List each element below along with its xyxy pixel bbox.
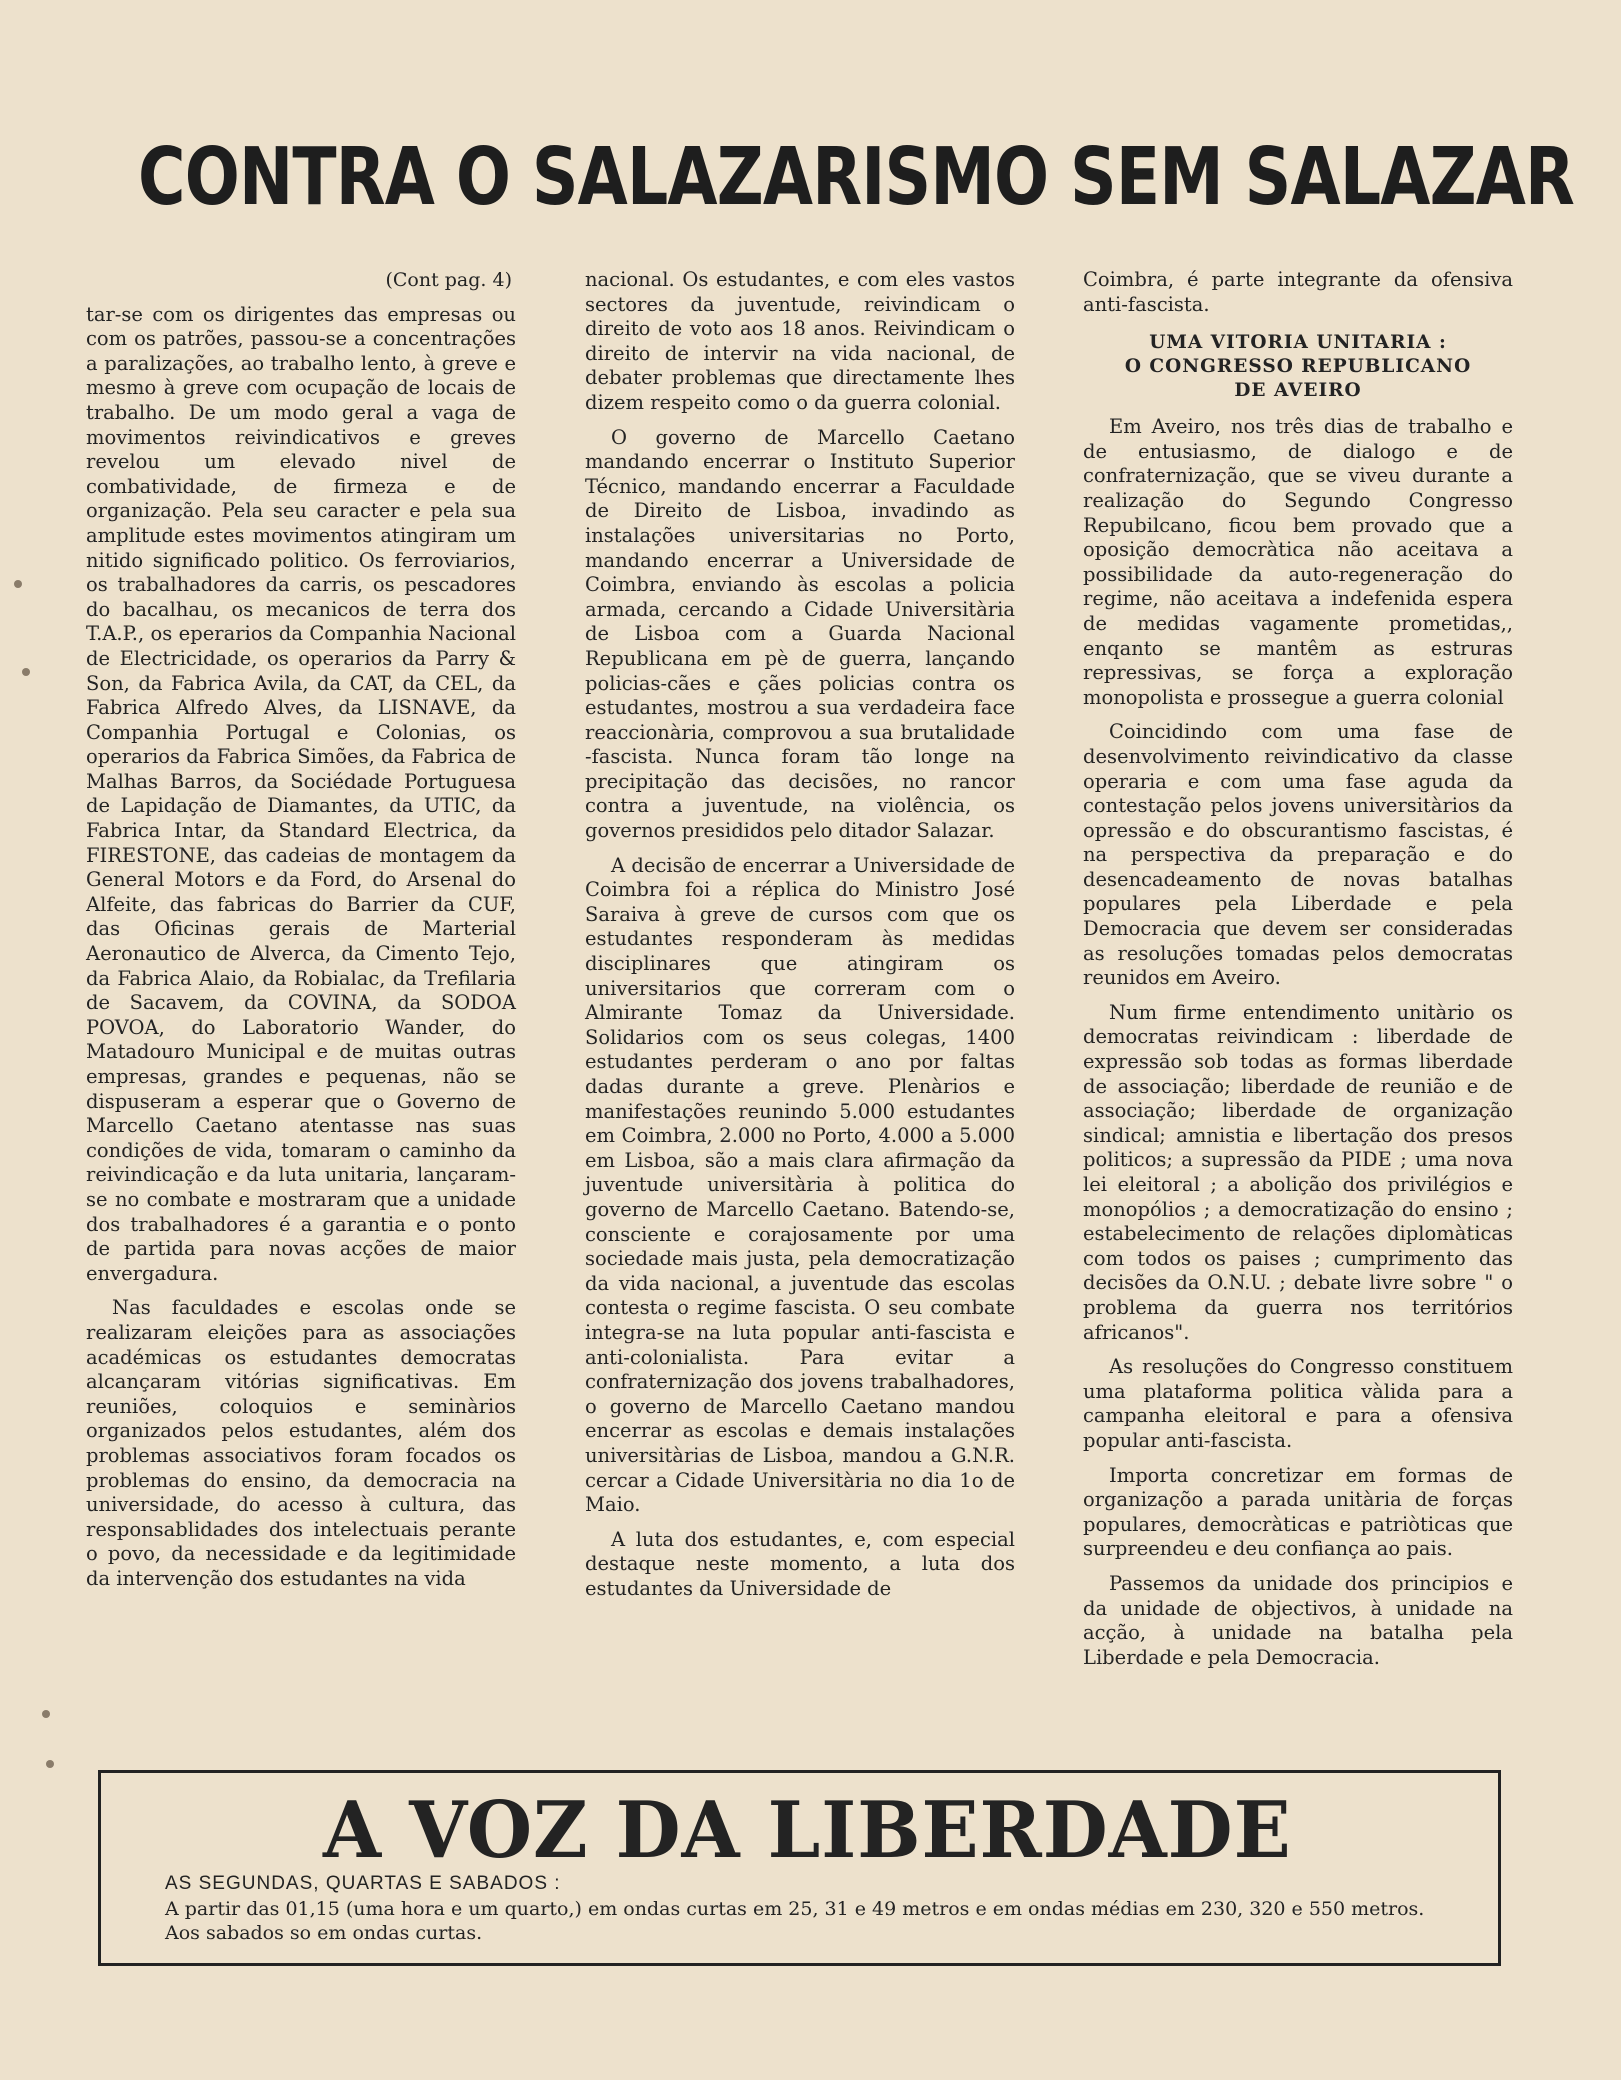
paper-speck: [46, 1760, 54, 1768]
headline: CONTRA O SALAZARISMO SEM SALAZAR: [138, 131, 1575, 223]
article-paragraph: Num firme entendimento unitàrio os democratas reivindicam : liberdade de expressão sob todas as formas liberdade de associação; liberdade de reunião e de associação; liberdade de organização sindical; amnistia e libertação dos presos politicos; a supressão da PIDE ; uma nova lei eleitoral ; a abolição dos privilégios e monopólios ; a democratização do ensino ; estabelecimento de relações diplomàticas com todos os paises ; cumprimento das decisões da O.N.U. ; debate livre sobre " o problema da guerra nos territórios africanos".: [1083, 1000, 1513, 1344]
banner-details: A partir das 01,15 (uma hora e um quarto,) em ondas curtas em 25, 31 e 49 metros e em ondas médias em 230, 320 e 550 metros. Aos sabados so em ondas curtas.: [165, 1898, 1425, 1944]
article-paragraph: Coincidindo com uma fase de desenvolvimento reivindicativo da classe operaria e com uma fase aguda da contestação pelos jovens universitàrios da opressão e do obscurantismo fascistas, é na perspectiva da preparação e do desencadeamento de novas batalhas populares pela Liberdade e pela Democracia que devem ser consideradas as resoluções tomadas pelos democratas reunidos em Aveiro.: [1083, 720, 1513, 990]
column-1: [86, 268, 516, 1601]
article-paragraph: As resoluções do Congresso constituem uma plataforma politica vàlida para a campanha eleitoral e para a ofensiva popular anti-fascista.: [1083, 1355, 1513, 1452]
paper-speck: [22, 668, 30, 676]
column-2: [585, 268, 1015, 1611]
paper-speck: [42, 1710, 50, 1718]
article-paragraph: A decisão de encerrar a Universidade de Coimbra foi a réplica do Ministro José Saraiva à greve de cursos com que os estudantes responderam às medidas disciplinares que atingiram os universitarios que correram com o Almirante Tomaz da Universidade. Solidarios com os seus colegas, 1400 estudantes perderam o ano por faltas dadas durante a greve. Plenàrios e manifestações reunindo 5.000 estudantes em Coimbra, 2.000 no Porto, 4.000 a 5.000 em Lisboa, são a mais clara afirmação da juventude universitària à politica do governo de Marcello Caetano. Batendo-se, consciente e corajosamente por uma sociedade mais justa, pela democratização da vida nacional, a juventude das escolas contesta o regime fascista. O seu combate integra-se na luta popular anti-fascista e anti-colonialista. Para evitar a confraternização dos jovens trabalhadores, o governo de Marcello Caetano mandou encerrar as escolas e demais instalações universitàrias de Lisboa, mandou a G.N.R. cercar a Cidade Universitària no dia 1o de Maio.: [585, 853, 1015, 1517]
subheading-line: O CONGRESSO REPUBLICANO: [1124, 356, 1472, 378]
article-paragraph: nacional. Os estudantes, e com eles vastos sectores da juventude, reivindicam o direito de voto aos 18 anos. Reivindicam o direito de intervir na vida nacional, de debater problemas que directamente lhes dizem respeito como o da guerra colonial.: [585, 268, 1015, 414]
paper-speck: [14, 580, 22, 588]
article-paragraph: A luta dos estudantes, e, com especial destaque neste momento, a luta dos estudantes da Universidade de: [585, 1527, 1015, 1600]
article-paragraph: Importa concretizar em formas de organizaçõo a parada unitària de forças populares, democràticas e patriòticas que surpreendeu e deu confiança ao pais.: [1083, 1463, 1513, 1561]
article-paragraph: O governo de Marcello Caetano mandando encerrar o Instituto Superior Técnico, mandando encerrar a Faculdade de Direito de Lisboa, invadindo as instalações universitarias no Porto, mandando encerrar a Universidade de Coimbra, enviando às escolas a policia armada, cercando a Cidade Universitària de Lisboa com a Guarda Nacional Republicana em pè de guerra, lançando policias-cães e çães policias contra os estudantes, mostrou a sua verdadeira face reaccionària, comprovou a sua brutalidade -fascista. Nunca foram tão longe na precipitação das decisões, no rancor contra a juventude, na violência, os governos presididos pelo ditador Salazar.: [585, 425, 1015, 843]
article-paragraph: Coimbra, é parte integrante da ofensiva anti-fascista.: [1083, 268, 1513, 316]
article-paragraph: tar-se com os dirigentes das empresas ou com os patrões, passou-se a concentrações a paralizações, ao trabalho lento, à greve e mesmo à greve com ocupação de locais de trabalho. De um modo geral a vaga de movimentos reivindicativos e greves revelou um elevado nivel de combatividade, de firmeza e de organização. Pela seu caracter e pela sua amplitude estes movimentos atingiram um nitido significado politico. Os ferroviarios, os trabalhadores da carris, os pescadores do bacalhau, os mecanicos de terra dos T.A.P., os eperarios da Companhia Nacional de Electricidade, os operarios da Parry & Son, da Fabrica Avila, da CAT, da CEL, da Fabrica Alfredo Alves, da LISNAVE, da Companhia Portugal e Colonias, os operarios da Fabrica Simões, da Fabrica de Malhas Barros, da Sociédade Portuguesa de Lapidação de Diamantes, da UTIC, da Fabrica Intar, da Standard Electrica, da FIRESTONE, das cadeias de montagem da General Motors e da Ford, do Arsenal do Alfeite, das fabricas do Barrier da CUF, das Oficinas gerais de Marterial Aeronautico de Alverca, da Cimento Tejo, da Fabrica Alaio, da Robialac, da Trefilaria de Sacavem, da COVINA, da SODOA POVOA, do Laboratorio Wander, do Matadouro Municipal e de muitas outras empresas, grandes e pequenas, não se dispuseram a esperar que o Governo de Marcello Caetano atentasse nas suas condições de vida, tomaram o caminho da reivindicação e da luta unitaria, lançaram-se no combate e mostraram que a unidade dos trabalhadores é a garantia e o ponto de partida para novas acções de maior envergadura.: [86, 302, 516, 1285]
article-paragraph: Passemos da unidade dos principios e da unidade de objectivos, à unidade na acção, à unidade na batalha pela Liberdade e pela Democracia.: [1083, 1571, 1513, 1669]
article-paragraph: Nas faculdades e escolas onde se realizaram eleições para as associações académicas os estudantes democratas alcançaram vitórias significativas. Em reuniões, coloquios e seminàrios organizados pelos estudantes, além dos problemas associativos foram focados os problemas do ensino, da democracia na universidade, do acesso à cultura, das responsablidades dos intelectuais perante o povo, da necessidade e da legitimidade da intervenção dos estudantes na vida: [86, 1296, 516, 1590]
subheading-line: DE AVEIRO: [1234, 380, 1362, 402]
section-subheading: [1083, 331, 1513, 403]
column-3: [1083, 268, 1513, 1680]
subheading-line: UMA VITORIA UNITARIA :: [1149, 332, 1447, 354]
article-paragraph: Em Aveiro, nos três dias de trabalho e de entusiasmo, de dialogo e de confraternização, que se viveu durante a realização do Segundo Congresso Repubilcano, ficou bem provado que a oposição democràtica não aceitava a possibilidade da auto-regeneração do regime, não aceitava a indefenida espera de medidas vagamente prometidas,, enqanto se mantêm as estruras repressivas, se força a exploração monopolista e prossegue a guerra colonial: [1083, 415, 1513, 709]
radio-announcement-box: [98, 1770, 1501, 1966]
continuation-reference: (Cont pag. 4): [385, 269, 512, 291]
banner-title: A VOZ DA LIBERDADE: [323, 1785, 1292, 1876]
banner-schedule: AS SEGUNDAS, QUARTAS E SABADOS :: [165, 1873, 561, 1894]
